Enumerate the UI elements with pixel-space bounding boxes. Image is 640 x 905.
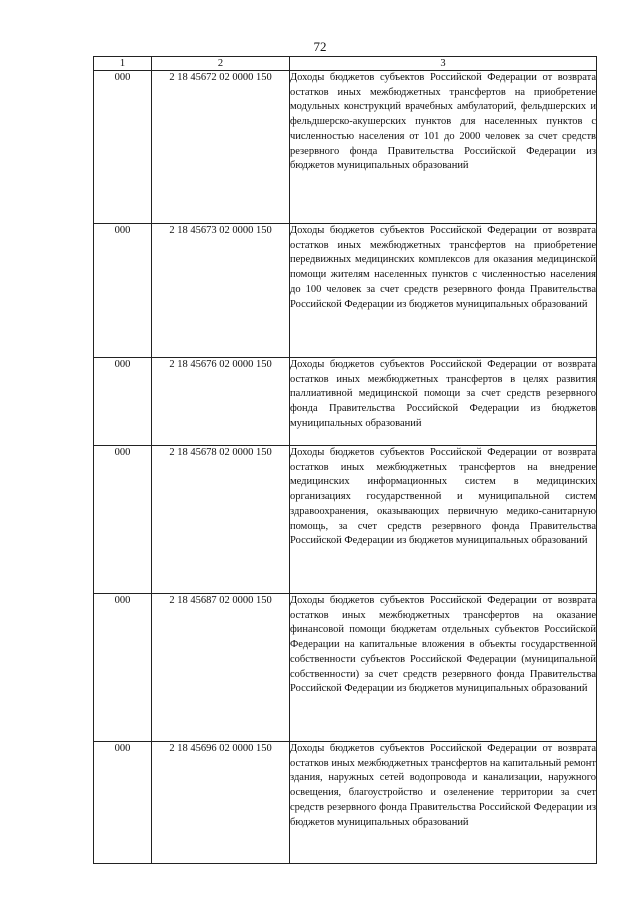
budget-revenue-table (93, 56, 597, 864)
table-row (94, 358, 597, 446)
admin-code-cell: 000 (94, 71, 152, 224)
table-row (94, 594, 597, 742)
admin-code-cell: 000 (94, 446, 152, 594)
admin-code-cell: 000 (94, 224, 152, 358)
budget-classification-code-cell: 2 18 45687 02 0000 150 (152, 594, 290, 742)
admin-code-cell: 000 (94, 358, 152, 446)
column-header-3: 3 (290, 57, 597, 71)
revenue-description-cell: Доходы бюджетов субъектов Российской Федерации от возврата остатков иных межбюджетных трансфертов в целях развития паллиативной медицинской помощи за счет средств резервного фонда Правительства Российской Федерации из бюджетов муниципальных образований (290, 358, 597, 446)
budget-classification-code-cell: 2 18 45696 02 0000 150 (152, 742, 290, 864)
admin-code-cell: 000 (94, 594, 152, 742)
column-header-2: 2 (152, 57, 290, 71)
budget-classification-code-cell: 2 18 45676 02 0000 150 (152, 358, 290, 446)
revenue-description-cell: Доходы бюджетов субъектов Российской Федерации от возврата остатков иных межбюджетных трансфертов на капитальный ремонт здания, наружных сетей водопровода и канализации, наружного освещения, благоустройство и озеленение территории за счет средств резервного фонда Правительства Российской Федерации из бюджетов муниципальных образований (290, 742, 597, 864)
budget-classification-code-cell: 2 18 45678 02 0000 150 (152, 446, 290, 594)
revenue-description-cell: Доходы бюджетов субъектов Российской Федерации от возврата остатков иных межбюджетных трансфертов на внедрение медицинских информационных систем в медицинских организациях государственной и муниципальной систем здравоохранения, оказывающих первичную медико-санитарную помощь, за счет средств резервного фонда Правительства Российской Федерации из бюджетов муниципальных образований (290, 446, 597, 594)
table-row (94, 71, 597, 224)
budget-classification-code-cell: 2 18 45673 02 0000 150 (152, 224, 290, 358)
page-number: 72 (313, 39, 327, 54)
admin-code-cell: 000 (94, 742, 152, 864)
table-row (94, 224, 597, 358)
table-row (94, 446, 597, 594)
revenue-description-cell: Доходы бюджетов субъектов Российской Федерации от возврата остатков иных межбюджетных трансфертов на приобретение модульных конструкций врачебных амбулаторий, фельдшерских и фельдшерско-акушерских пунктов для населенных пунктов с численностью населения от 101 до 2000 человек за счет средств резервного фонда Правительства Российской Федерации из бюджетов муниципальных образований (290, 71, 597, 224)
table-row (94, 742, 597, 864)
budget-classification-code-cell: 2 18 45672 02 0000 150 (152, 71, 290, 224)
revenue-description-cell: Доходы бюджетов субъектов Российской Федерации от возврата остатков иных межбюджетных трансфертов на приобретение передвижных медицинских комплексов для оказания медицинской помощи жителям населенных пунктов с численностью населения до 100 человек за счет средств резервного фонда Правительства Российской Федерации из бюджетов муниципальных образований (290, 224, 597, 358)
revenue-description-cell: Доходы бюджетов субъектов Российской Федерации от возврата остатков иных межбюджетных трансфертов на оказание финансовой помощи бюджетам отдельных субъектов Российской Федерации на капитальные вложения в объекты государственной собственности субъектов Российской Федерации (муниципальной собственности) за счет средств резервного фонда Правительства Российской Федерации из бюджетов муниципальных образований (290, 594, 597, 742)
column-header-1: 1 (94, 57, 152, 71)
column-number-header-row (94, 57, 597, 71)
